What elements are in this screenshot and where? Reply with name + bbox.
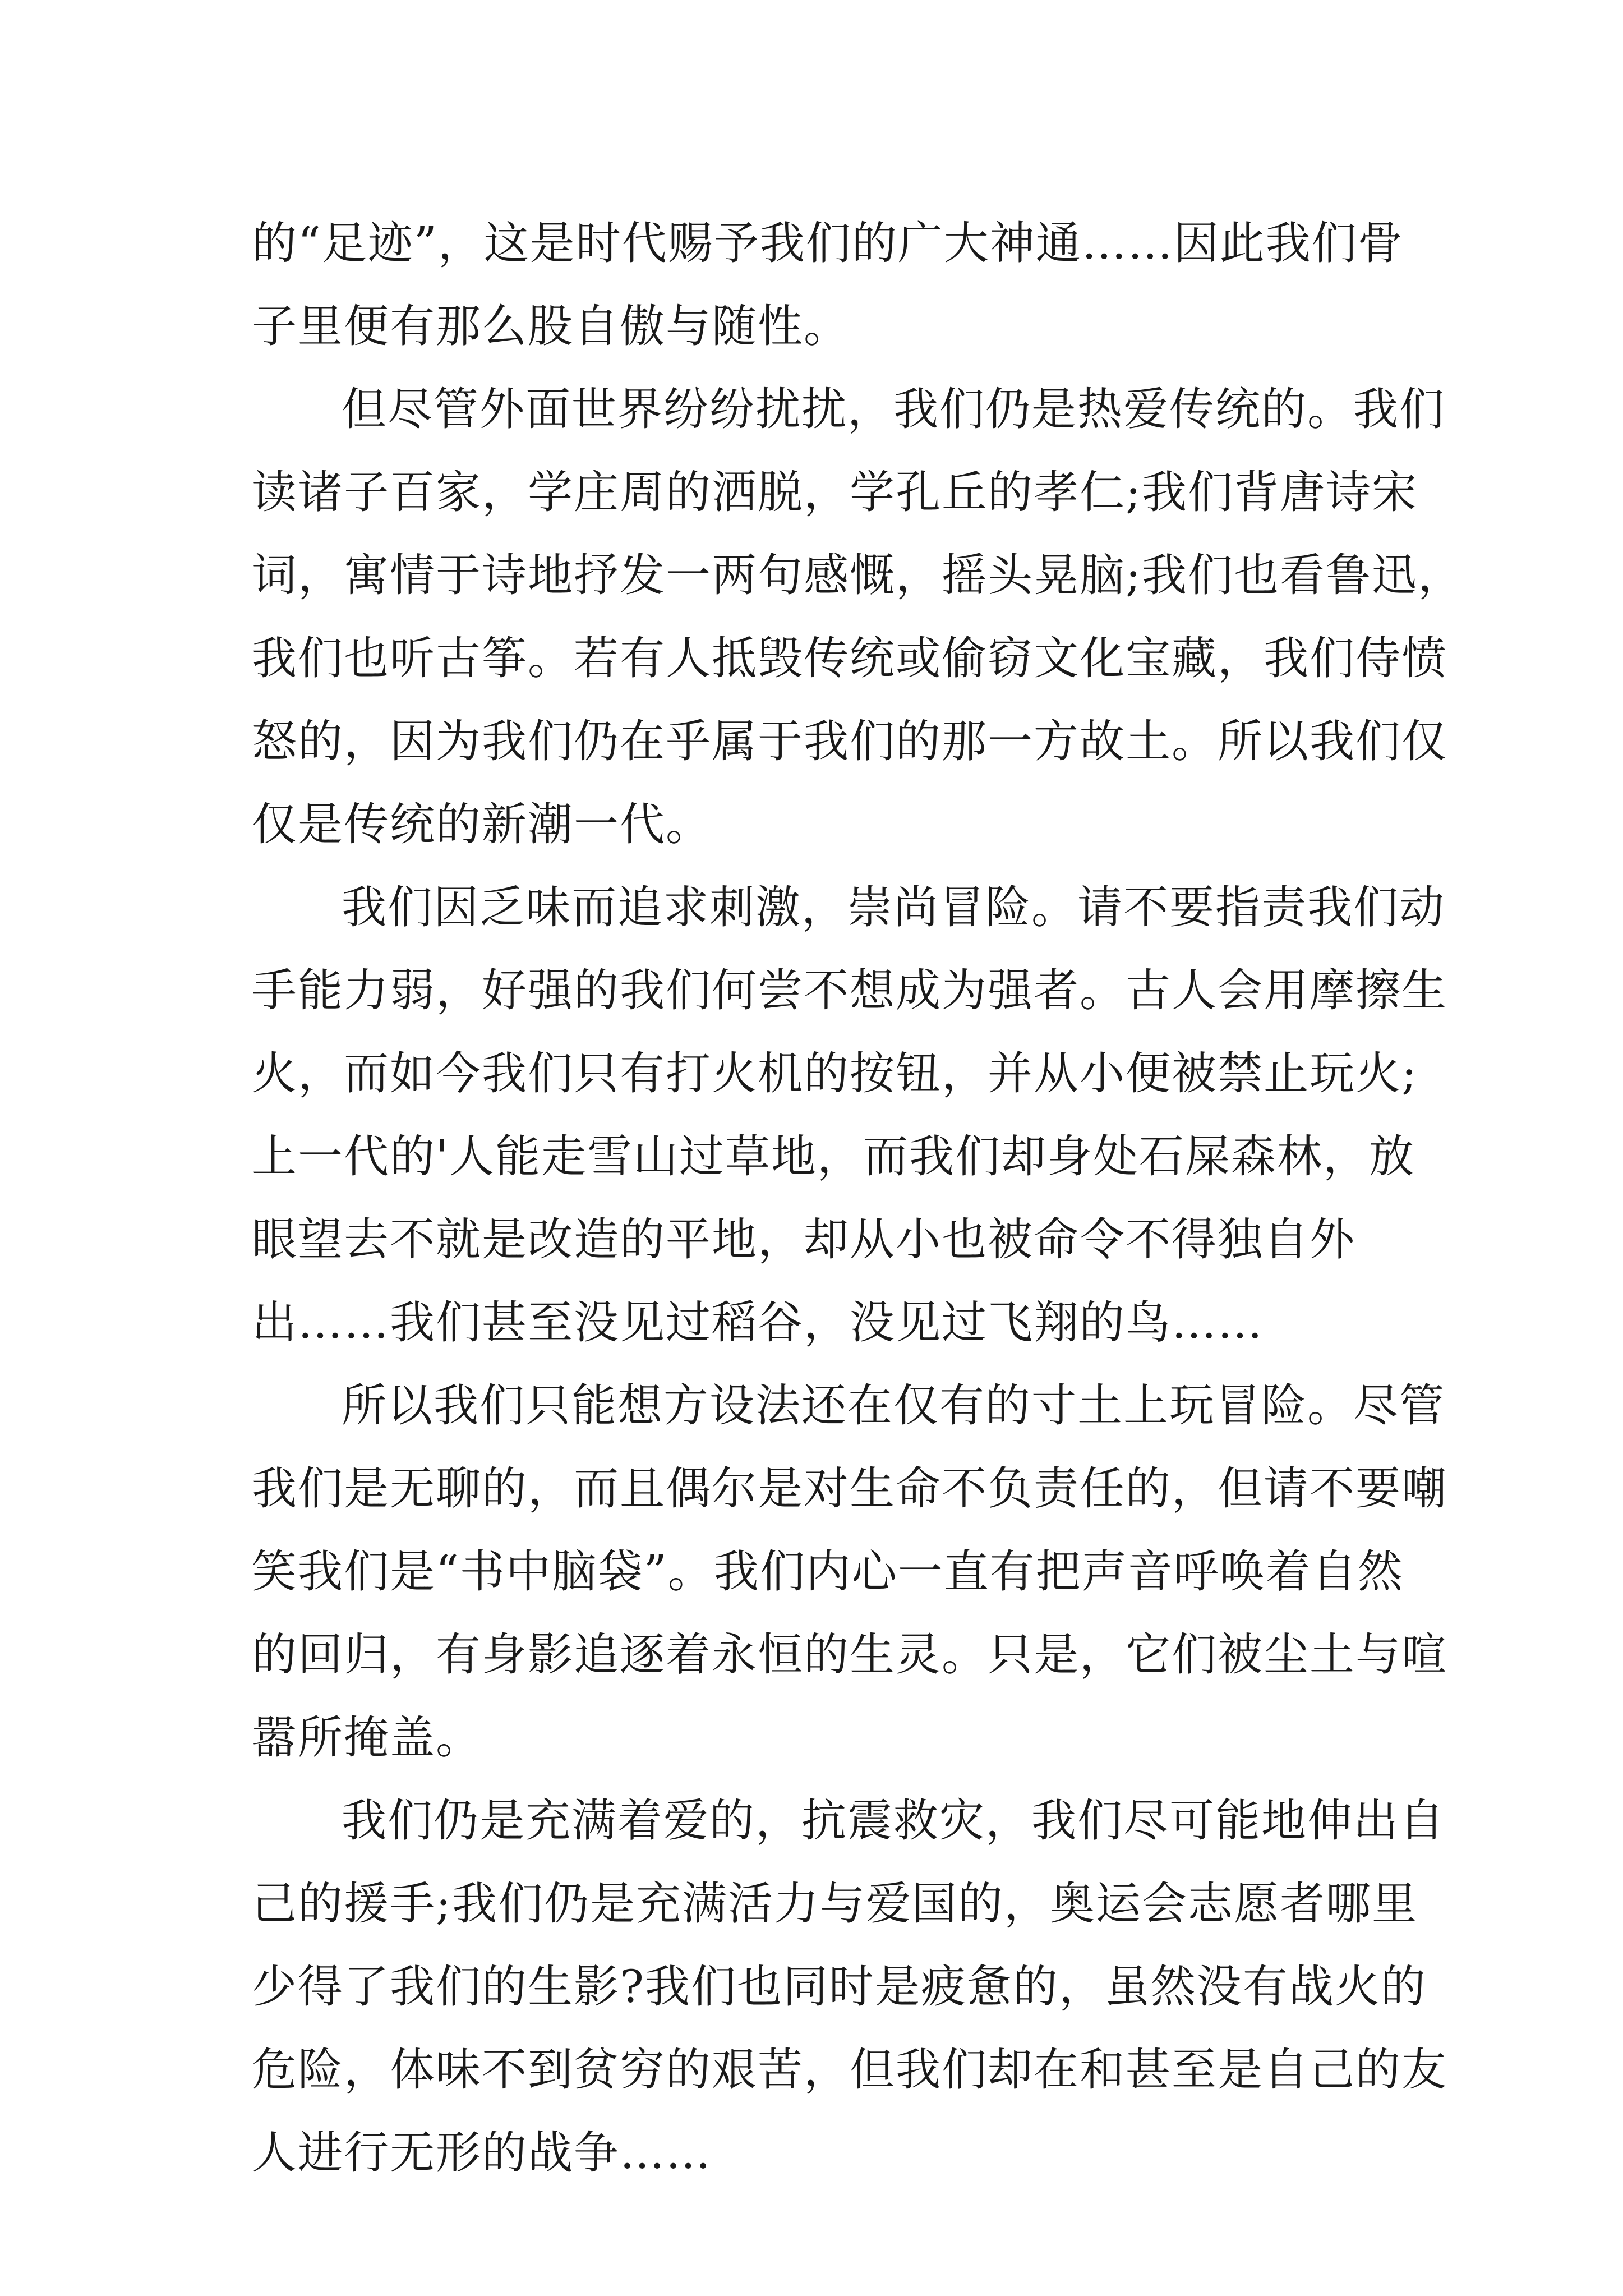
text-line: 笑我们是“书中脑袋”。我们内心一直有把声音呼唤着自然 <box>252 1545 1404 1598</box>
paragraph-1 <box>252 202 1404 368</box>
paragraph-4 <box>252 1364 1447 1779</box>
paragraph-3 <box>252 866 1447 1364</box>
paragraph-5 <box>252 1779 1447 2194</box>
text-line: 仅是传统的新潮一代。 <box>252 798 712 850</box>
text-line: 手能力弱，好强的我们何尝不想成为强者。古人会用摩擦生 <box>252 964 1447 1016</box>
text-line: 人进行无形的战争…… <box>252 2127 712 2179</box>
text-line: 的“足迹”，这是时代赐予我们的广大神通……因此我们骨 <box>252 217 1404 269</box>
text-line: 嚣所掩盖。 <box>252 1711 482 1764</box>
text-line: 上一代的'人能走雪山过草地，而我们却身处石屎森林，放 <box>252 1130 1415 1182</box>
text-line: 少得了我们的生影?我们也同时是疲惫的，虽然没有战火的 <box>252 1961 1427 2013</box>
text-line: 出……我们甚至没见过稻谷，没见过飞翔的鸟…… <box>252 1296 1264 1349</box>
text-line: 词，寓情于诗地抒发一两句感慨，摇头晃脑;我们也看鲁迅， <box>252 549 1464 601</box>
text-line: 读诸子百家，学庄周的洒脱，学孔丘的孝仁;我们背唐诗宋 <box>252 466 1418 518</box>
text-line: 火，而如今我们只有打火机的按钮，并从小便被禁止玩火; <box>252 1047 1418 1099</box>
paragraph-2 <box>252 368 1464 866</box>
text-line: 危险，体味不到贫穷的艰苦，但我们却在和甚至是自己的友 <box>252 2044 1447 2096</box>
text-line: 的回归，有身影追逐着永恒的生灵。只是，它们被尘土与喧 <box>252 1628 1447 1681</box>
text-line: 但尽管外面世界纷纷扰扰，我们仍是热爱传统的。我们 <box>342 383 1445 435</box>
text-line: 我们是无聊的，而且偶尔是对生命不负责任的，但请不要嘲 <box>252 1462 1447 1515</box>
text-line: 我们也听古筝。若有人抵毁传统或偷窃文化宝藏，我们侍愤 <box>252 632 1447 684</box>
text-line: 子里便有那么股自傲与随性。 <box>252 300 850 352</box>
text-line: 怒的，因为我们仍在乎属于我们的那一方故土。所以我们仅 <box>252 715 1447 767</box>
text-line: 己的援手;我们仍是充满活力与爱国的，奥运会志愿者哪里 <box>252 1878 1418 1930</box>
text-line: 眼望去不就是改造的平地，却从小也被命令不得独自外 <box>252 1213 1355 1266</box>
document-body <box>252 202 1464 2194</box>
text-line: 我们因乏味而追求刺激，崇尚冒险。请不要指责我们动 <box>342 881 1445 933</box>
text-line: 所以我们只能想方设法还在仅有的寸土上玩冒险。尽管 <box>342 1379 1445 1432</box>
text-line: 我们仍是充满着爱的，抗震救灾，我们尽可能地伸出自 <box>342 1795 1445 1847</box>
